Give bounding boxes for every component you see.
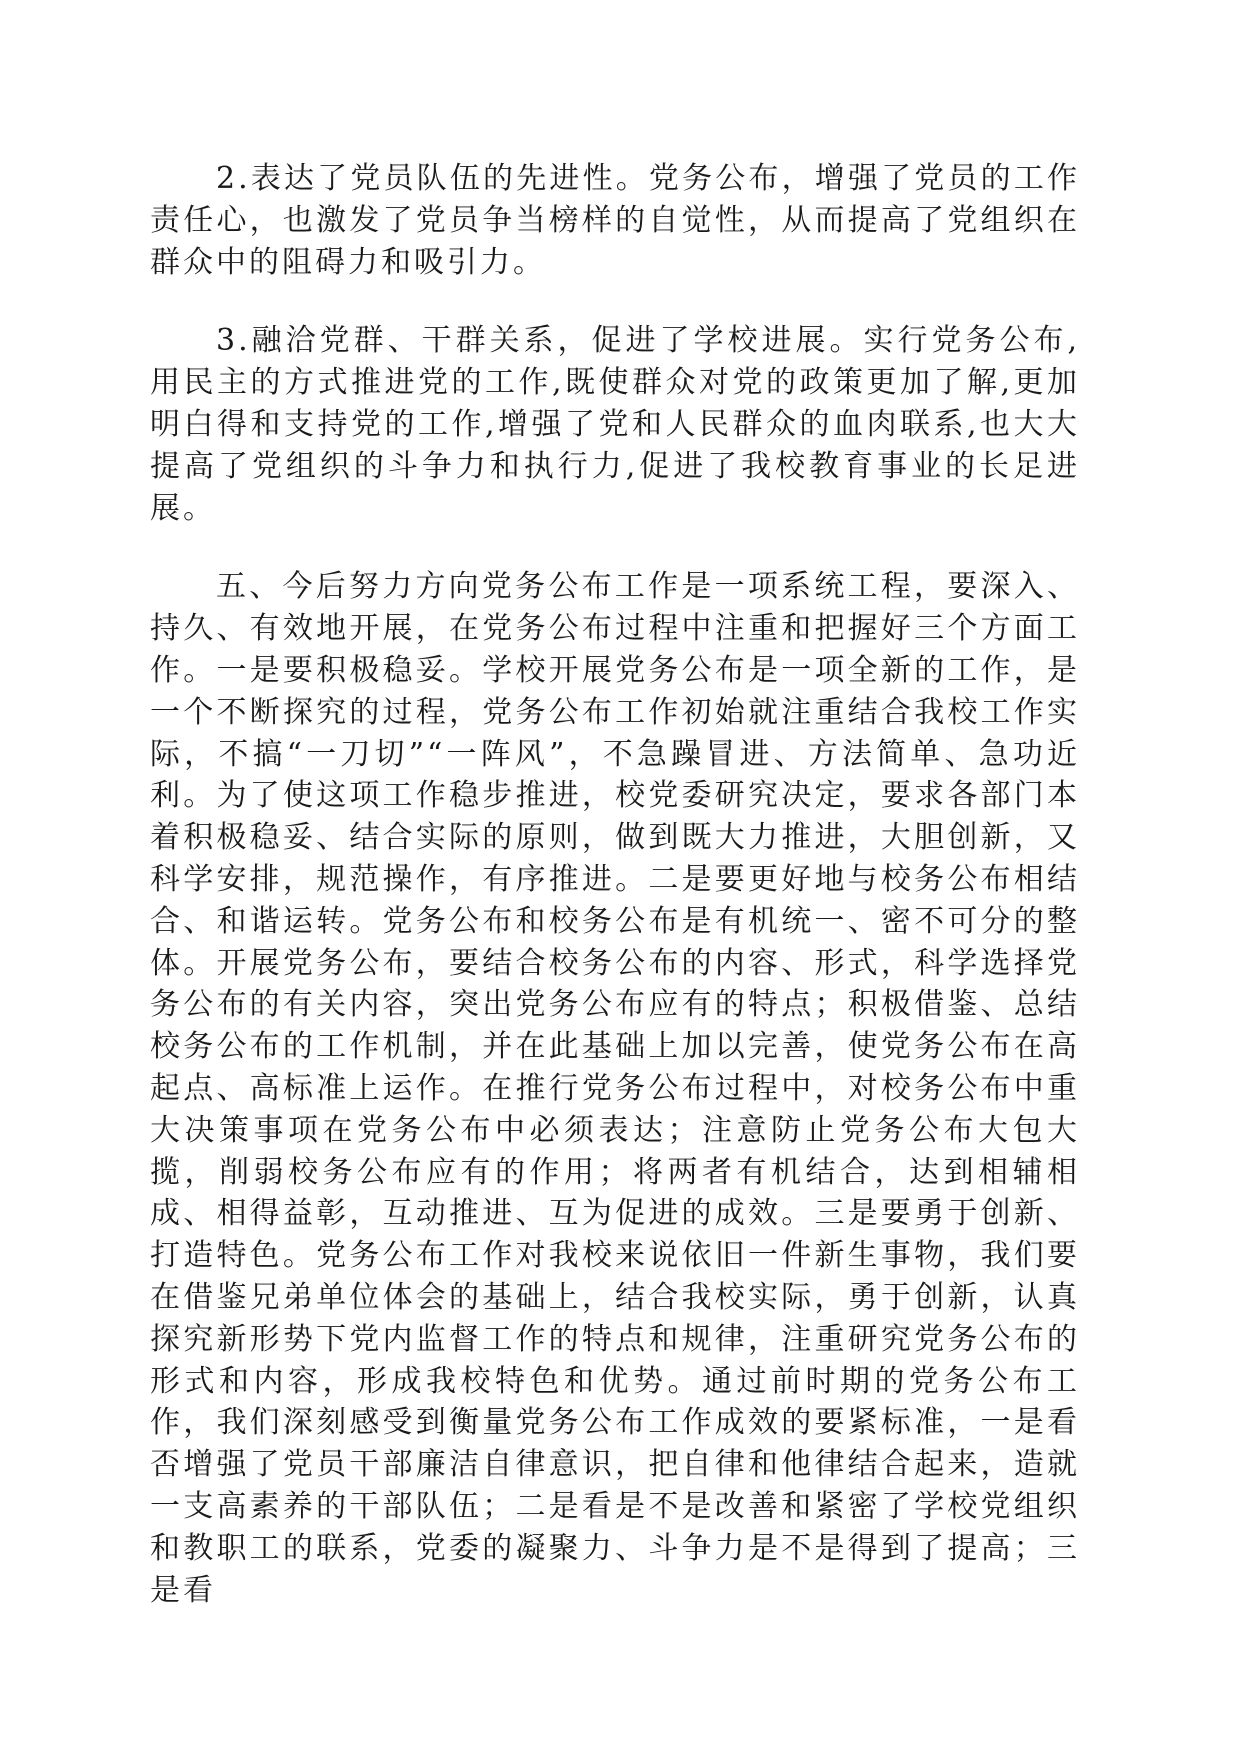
paragraph-party-mass-relations: 3.融洽党群、干群关系，促进了学校进展。实行党务公布,用民主的方式推进党的工作,既使群众对党的政策更加了解,更加明白得和支持党的工作,增强了党和人民群众的血肉联系,也大大提高了党组织的斗争力和执行力,促进了我校教育事业的长足进展。	[150, 323, 1080, 526]
document-body	[150, 158, 1080, 1611]
paragraph-future-direction: 五、今后努力方向党务公布工作是一项系统工程，要深入、持久、有效地开展，在党务公布过程中注重和把握好三个方面工作。一是要积极稳妥。学校开展党务公布是一项全新的工作，是一个不断探究的过程，党务公布工作初始就注重结合我校工作实际，不搞“一刀切”“一阵风”，不急躁冒进、方法简单、急功近利。为了使这项工作稳步推进，校党委研究决定，要求各部门本着积极稳妥、结合实际的原则，做到既大力推进，大胆创新，又科学安排，规范操作，有序推进。二是要更好地与校务公布相结合、和谐运转。党务公布和校务公布是有机统一、密不可分的整体。开展党务公布，要结合校务公布的内容、形式，科学选择党务公布的有关内容，突出党务公布应有的特点；积极借鉴、总结校务公布的工作机制，并在此基础上加以完善，使党务公布在高起点、高标准上运作。在推行党务公布过程中，对校务公布中重大决策事项在党务公布中必须表达；注意防止党务公布大包大揽，削弱校务公布应有的作用；将两者有机结合，达到相辅相成、相得益彰，互动推进、互为促进的成效。三是要勇于创新、打造特色。党务公布工作对我校来说依旧一件新生事物，我们要在借鉴兄弟单位体会的基础上，结合我校实际，勇于创新，认真探究新形势下党内监督工作的特点和规律，注重研究党务公布的形式和内容，形成我校特色和优势。通过前时期的党务公布工作，我们深刻感受到衡量党务公布工作成效的要紧标准，一是看否增强了党员干部廉洁自律意识，把自律和他律结合起来，造就一支高素养的干部队伍；二是看是不是改善和紧密了学校党组织和教职工的联系，党委的凝聚力、斗争力是不是得到了提高；三是看	[150, 569, 1080, 1608]
paragraph-advanced-nature: 2.表达了党员队伍的先进性。党务公布，增强了党员的工作责任心，也激发了党员争当榜样的自觉性，从而提高了党组织在群众中的阻碍力和吸引力。	[150, 161, 1080, 280]
